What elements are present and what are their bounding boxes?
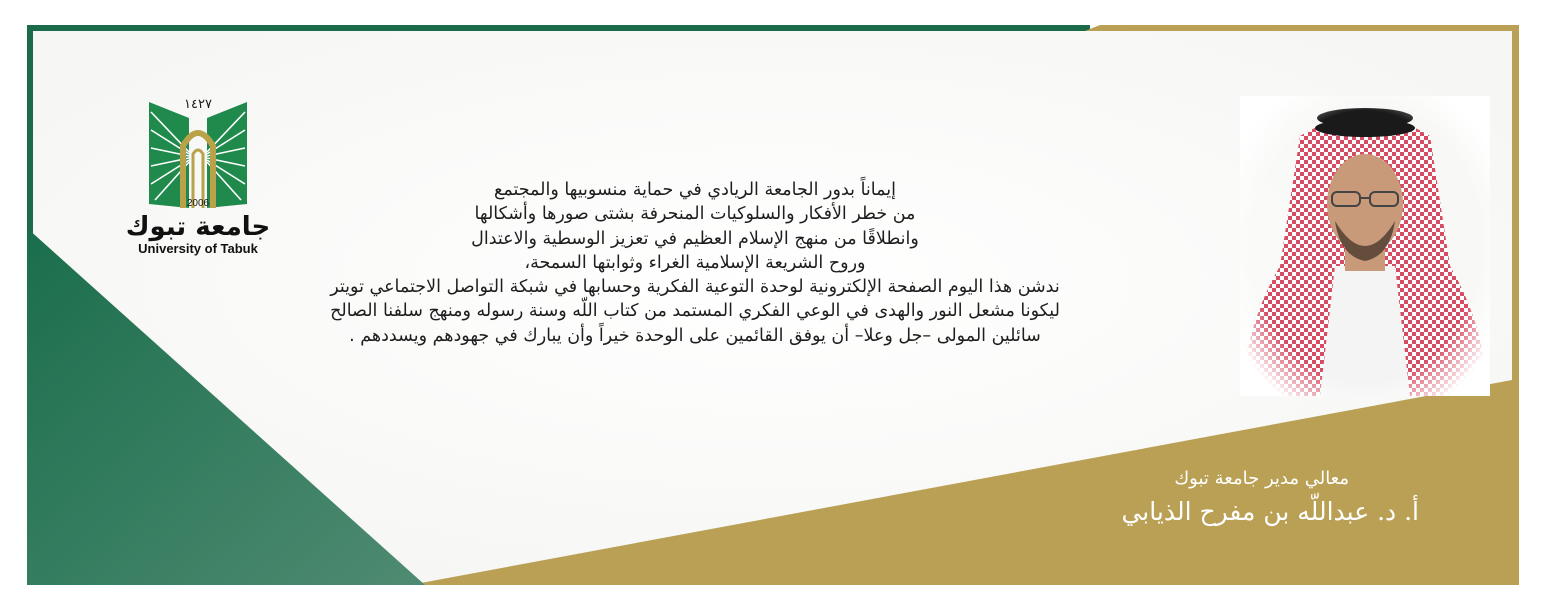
top-border-green	[27, 25, 1090, 31]
logo-year: 2006	[186, 198, 210, 209]
signature-title: معالي مدير جامعة تبوك	[1174, 468, 1349, 489]
logo-year-hijri: ١٤٢٧	[184, 97, 212, 112]
right-border	[1512, 25, 1519, 585]
president-portrait	[1240, 96, 1490, 396]
logo-name-english: University of Tabuk	[138, 241, 258, 256]
message-line: ليكونا مشعل النور والهدى في الوعي الفكري المستمد من كتاب اللّه وسنة رسوله ومنهج سلفنا الصالح	[330, 301, 1060, 322]
top-border-gold	[1085, 25, 1519, 31]
logo-name-arabic: جامعة تبوك	[125, 212, 271, 242]
message-line: ندشن هذا اليوم الصفحة الإلكترونية لوحدة التوعية الفكرية وحسابها في شبكة التواصل الاجتماعي تويتر	[330, 277, 1060, 298]
message-line: وروح الشريعة الإسلامية الغراء وثوابتها السمحة،	[524, 252, 866, 273]
message-line: سائلين المولى –جل وعلا– أن يوفق القائمين على الوحدة خيراً وأن يبارك في جهودهم ويسددهم .	[349, 325, 1041, 346]
signature-name: أ. د. عبداللّه بن مفرح الذيابي	[1121, 497, 1419, 526]
message-body	[150, 178, 1240, 348]
message-line: وانطلاقًا من منهج الإسلام العظيم في تعزيز الوسطية والاعتدال	[471, 228, 919, 249]
message-line: إيماناً بدور الجامعة الريادي في حماية منسوبيها والمجتمع	[494, 180, 896, 200]
message-line: من خطر الأفكار والسلوكيات المنحرفة بشتى صورها وأشكالها	[474, 204, 916, 225]
signature-block	[999, 464, 1419, 530]
